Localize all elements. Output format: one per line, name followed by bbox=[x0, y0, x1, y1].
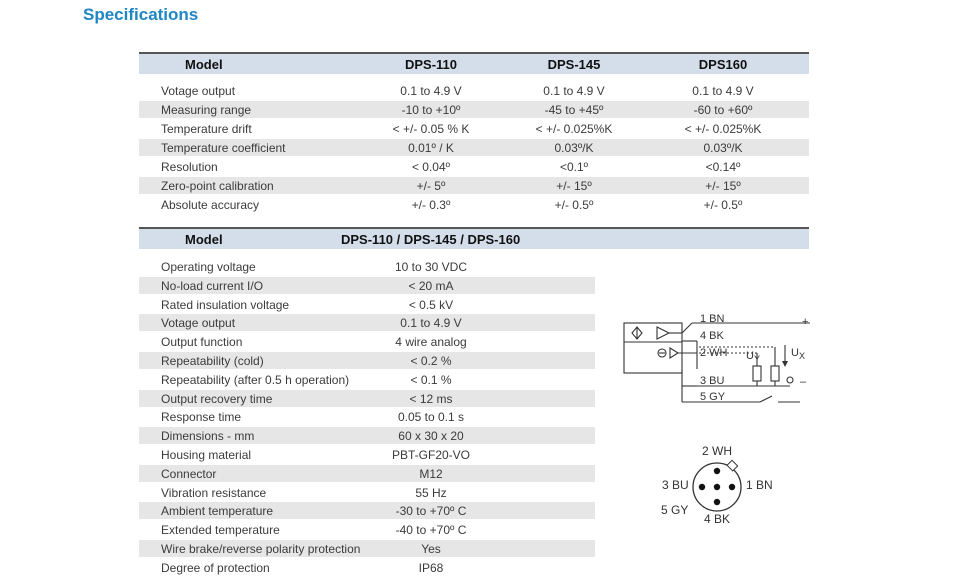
uy-label: $U_Y$ bbox=[746, 350, 760, 364]
row-value: +/- 0.5º bbox=[554, 198, 594, 212]
row-value: +/- 5º bbox=[416, 179, 446, 193]
table-row bbox=[139, 446, 595, 463]
row-label: Extended temperature bbox=[161, 523, 280, 538]
pin-label-4bk: 4 BK bbox=[703, 512, 731, 526]
row-label: Wire brake/reverse polarity protection bbox=[161, 542, 361, 556]
table-row bbox=[139, 371, 595, 388]
row-value: 0.1 to 4.9 V bbox=[692, 84, 754, 98]
row-value: 4 wire analog bbox=[395, 335, 467, 350]
table-row bbox=[139, 101, 809, 118]
row-label: Degree of protection bbox=[161, 560, 270, 575]
row-value: < 0.2 % bbox=[410, 354, 452, 368]
row-label: Rated insulation voltage bbox=[161, 297, 290, 312]
row-value: < 12 ms bbox=[409, 391, 453, 406]
pin-3 bbox=[699, 484, 705, 490]
row-value: PBT-GF20-VO bbox=[391, 448, 471, 462]
table-row bbox=[139, 158, 809, 175]
row-label: Dimensions - mm bbox=[161, 429, 255, 444]
pin-label-5gy: 5 GY bbox=[661, 503, 689, 517]
row-value: 0.1 to 4.9 V bbox=[400, 84, 462, 98]
row-value: 60 x 30 x 20 bbox=[398, 429, 464, 444]
row-value: +/- 0.3º bbox=[411, 198, 451, 212]
header-dps160: DPS160 bbox=[698, 57, 748, 72]
row-value: < 0.04º bbox=[411, 160, 451, 174]
plus-label: + bbox=[802, 316, 809, 328]
table-row bbox=[139, 559, 595, 576]
table-header-row bbox=[139, 54, 809, 74]
row-value: < +/- 0.025%K bbox=[535, 122, 613, 136]
page-title: Specifications bbox=[83, 5, 199, 24]
row-value: 0.03º/K bbox=[554, 141, 594, 155]
table-row bbox=[139, 408, 595, 425]
row-value: -45 to +45º bbox=[544, 103, 604, 117]
header-dps-110: DPS-110 bbox=[404, 57, 458, 72]
row-value: <0.14º bbox=[705, 160, 741, 174]
row-value: < 0.5 kV bbox=[408, 297, 454, 312]
row-value: +/- 0.5º bbox=[703, 198, 743, 212]
row-label: Measuring range bbox=[161, 103, 252, 117]
wire-label-1bn: 1 BN bbox=[700, 313, 725, 325]
row-label: Votage output bbox=[161, 316, 236, 331]
wire-label-3bu: 3 BU bbox=[700, 375, 725, 387]
table-row bbox=[139, 540, 595, 557]
row-value: Yes bbox=[421, 542, 441, 556]
table-row bbox=[139, 333, 595, 350]
row-value: < +/- 0.05 % K bbox=[392, 122, 470, 136]
table-row bbox=[139, 352, 595, 369]
row-value: -60 to +60º bbox=[693, 103, 753, 117]
row-label: Temperature coefficient bbox=[161, 141, 286, 155]
pin-2 bbox=[714, 468, 720, 474]
header-dps-145: DPS-145 bbox=[547, 57, 601, 72]
table-row bbox=[139, 502, 595, 519]
row-value: -10 to +10º bbox=[401, 103, 461, 117]
row-label: Operating voltage bbox=[161, 260, 256, 274]
row-value: 0.05 to 0.1 s bbox=[397, 410, 465, 425]
row-value: 55 Hz bbox=[415, 485, 447, 500]
table-row bbox=[139, 196, 809, 213]
row-label: Repeatability (cold) bbox=[161, 354, 264, 368]
row-value: < 0.1 % bbox=[410, 372, 452, 387]
pin-label-1bn: 1 BN bbox=[746, 478, 773, 492]
row-value: 0.03º/K bbox=[703, 141, 743, 155]
row-value: 0.1 to 4.9 V bbox=[543, 84, 605, 98]
table-row bbox=[139, 139, 809, 156]
row-label: Ambient temperature bbox=[161, 504, 274, 519]
pin-label-3bu: 3 BU bbox=[662, 478, 689, 492]
table-row bbox=[139, 177, 809, 194]
header-model: Model bbox=[185, 57, 223, 72]
wire-label-2wh: 2 WH bbox=[700, 347, 728, 359]
header-model: Model bbox=[185, 232, 223, 247]
table-row bbox=[139, 120, 809, 137]
wiring-diagram bbox=[615, 308, 820, 413]
row-label: Output recovery time bbox=[161, 391, 273, 406]
minus-label: – bbox=[800, 376, 807, 388]
pin-1 bbox=[729, 484, 735, 490]
row-value: 0.1 to 4.9 V bbox=[400, 316, 462, 331]
pin-label-2wh: 2 WH bbox=[702, 444, 732, 458]
table-row bbox=[139, 277, 595, 294]
wire-label-5gy: 5 GY bbox=[700, 391, 726, 403]
pin-5 bbox=[714, 484, 720, 490]
wire-label-4bk: 4 BK bbox=[700, 330, 724, 342]
row-value: 10 to 30 VDC bbox=[394, 260, 468, 274]
sensor-box bbox=[624, 323, 682, 373]
row-value: M12 bbox=[419, 466, 443, 481]
row-value: <0.1º bbox=[559, 160, 589, 174]
table-row bbox=[139, 258, 595, 275]
table-row bbox=[139, 82, 809, 99]
row-label: Votage output bbox=[161, 84, 236, 98]
row-value: < +/- 0.025%K bbox=[684, 122, 762, 136]
row-value: +/- 15º bbox=[556, 179, 592, 193]
row-value: +/- 15º bbox=[705, 179, 741, 193]
table-row bbox=[139, 465, 595, 482]
row-value: 0.01º / K bbox=[408, 141, 454, 155]
row-label: Resolution bbox=[161, 160, 218, 174]
row-label: Output function bbox=[161, 335, 243, 350]
connector-pinout bbox=[650, 440, 790, 530]
table-header-row bbox=[139, 229, 809, 249]
row-value: < 20 mA bbox=[408, 278, 454, 293]
table-row bbox=[139, 521, 595, 538]
ux-label: $U_X$ bbox=[791, 347, 805, 361]
row-label: Vibration resistance bbox=[161, 485, 267, 500]
table-row bbox=[139, 296, 595, 313]
row-label: Absolute accuracy bbox=[161, 198, 260, 212]
row-value: IP68 bbox=[418, 560, 444, 575]
table-row bbox=[139, 484, 595, 501]
row-label: No-load current I/O bbox=[161, 278, 264, 293]
row-label: Housing material bbox=[161, 448, 252, 462]
row-value: -30 to +70º C bbox=[395, 504, 467, 519]
table-row bbox=[139, 314, 595, 331]
row-label: Temperature drift bbox=[161, 122, 252, 136]
row-label: Repeatability (after 0.5 h operation) bbox=[161, 372, 350, 387]
header-dps-all: DPS-110 / DPS-145 / DPS-160 bbox=[341, 232, 521, 247]
row-label: Connector bbox=[161, 466, 217, 481]
table-row bbox=[139, 390, 595, 407]
table-row bbox=[139, 427, 595, 444]
row-value: -40 to +70º C bbox=[395, 523, 467, 538]
row-label: Response time bbox=[161, 410, 242, 425]
row-label: Zero-point calibration bbox=[161, 179, 274, 193]
pin-4 bbox=[714, 499, 720, 505]
